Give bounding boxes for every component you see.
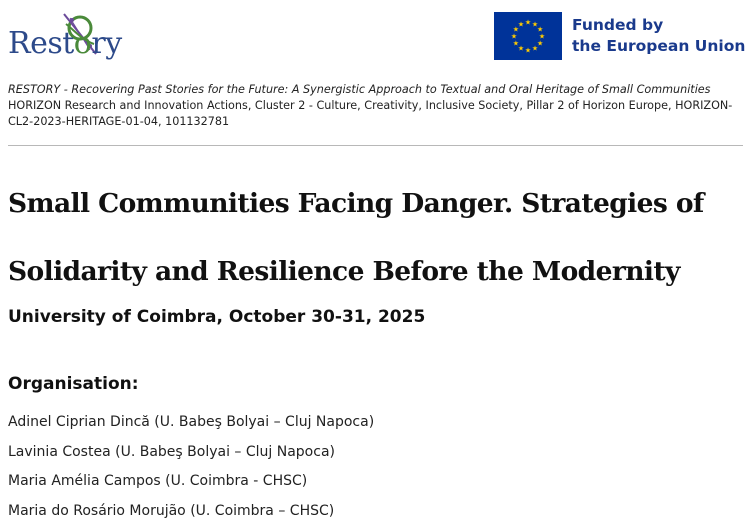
project-title: RESTORY - Recovering Past Stories for the Future: A Synergistic Approach to Textual and Oral Heritage of Small Communities [8,83,711,96]
eu-star: ★ [531,45,539,53]
project-info [8,82,746,130]
logo-text-o: o [73,26,92,61]
organisation-list [8,408,374,526]
logo-wordmark [8,26,122,61]
project-grant-details: HORIZON Research and Innovation Actions, Cluster 2 - Culture, Creativity, Inclusive Society, Pillar 2 of Horizon Europe, HORIZON-CL2-2023-HERITAGE-01-04, 101132781 [8,99,733,128]
eu-star: ★ [517,45,525,53]
organisation-heading: Organisation: [8,374,139,394]
header-divider [8,145,743,146]
logo-text-end: ry [91,26,122,61]
eu-star: ★ [512,26,520,34]
organiser-item: Maria do Rosário Morujão (U. Coimbra – CHSC) [8,502,335,519]
eu-line-1: Funded by [572,16,664,34]
eu-star: ★ [517,21,525,29]
eu-funding-badge [494,12,745,60]
restory-logo [8,10,148,68]
organiser-item: Adinel Ciprian Dincă (U. Babeş Bolyai – Cluj Napoca) [8,414,375,430]
eu-line-2: the European Union [572,37,746,55]
eu-funding-text [572,15,745,57]
event-venue-date: University of Coimbra, October 30-31, 2025 [8,307,426,327]
eu-star: ★ [510,33,518,41]
organiser-item: Maria Amélia Campos (U. Coimbra - CHSC) [8,473,308,489]
event-title: Small Communities Facing Danger. Strategies of Solidarity and Resilience Before the Modernity [8,188,704,287]
eu-star: ★ [512,40,520,48]
eu-flag-icon [494,12,562,60]
logo-text-start: Rest [8,26,74,61]
eu-star: ★ [524,47,532,55]
eu-star: ★ [524,19,532,27]
eu-star: ★ [536,40,544,48]
organiser-item: Lavinia Costea (U. Babeş Bolyai – Cluj Napoca) [8,443,335,460]
eu-star: ★ [538,33,546,41]
eu-star: ★ [536,26,544,34]
eu-star: ★ [531,21,539,29]
